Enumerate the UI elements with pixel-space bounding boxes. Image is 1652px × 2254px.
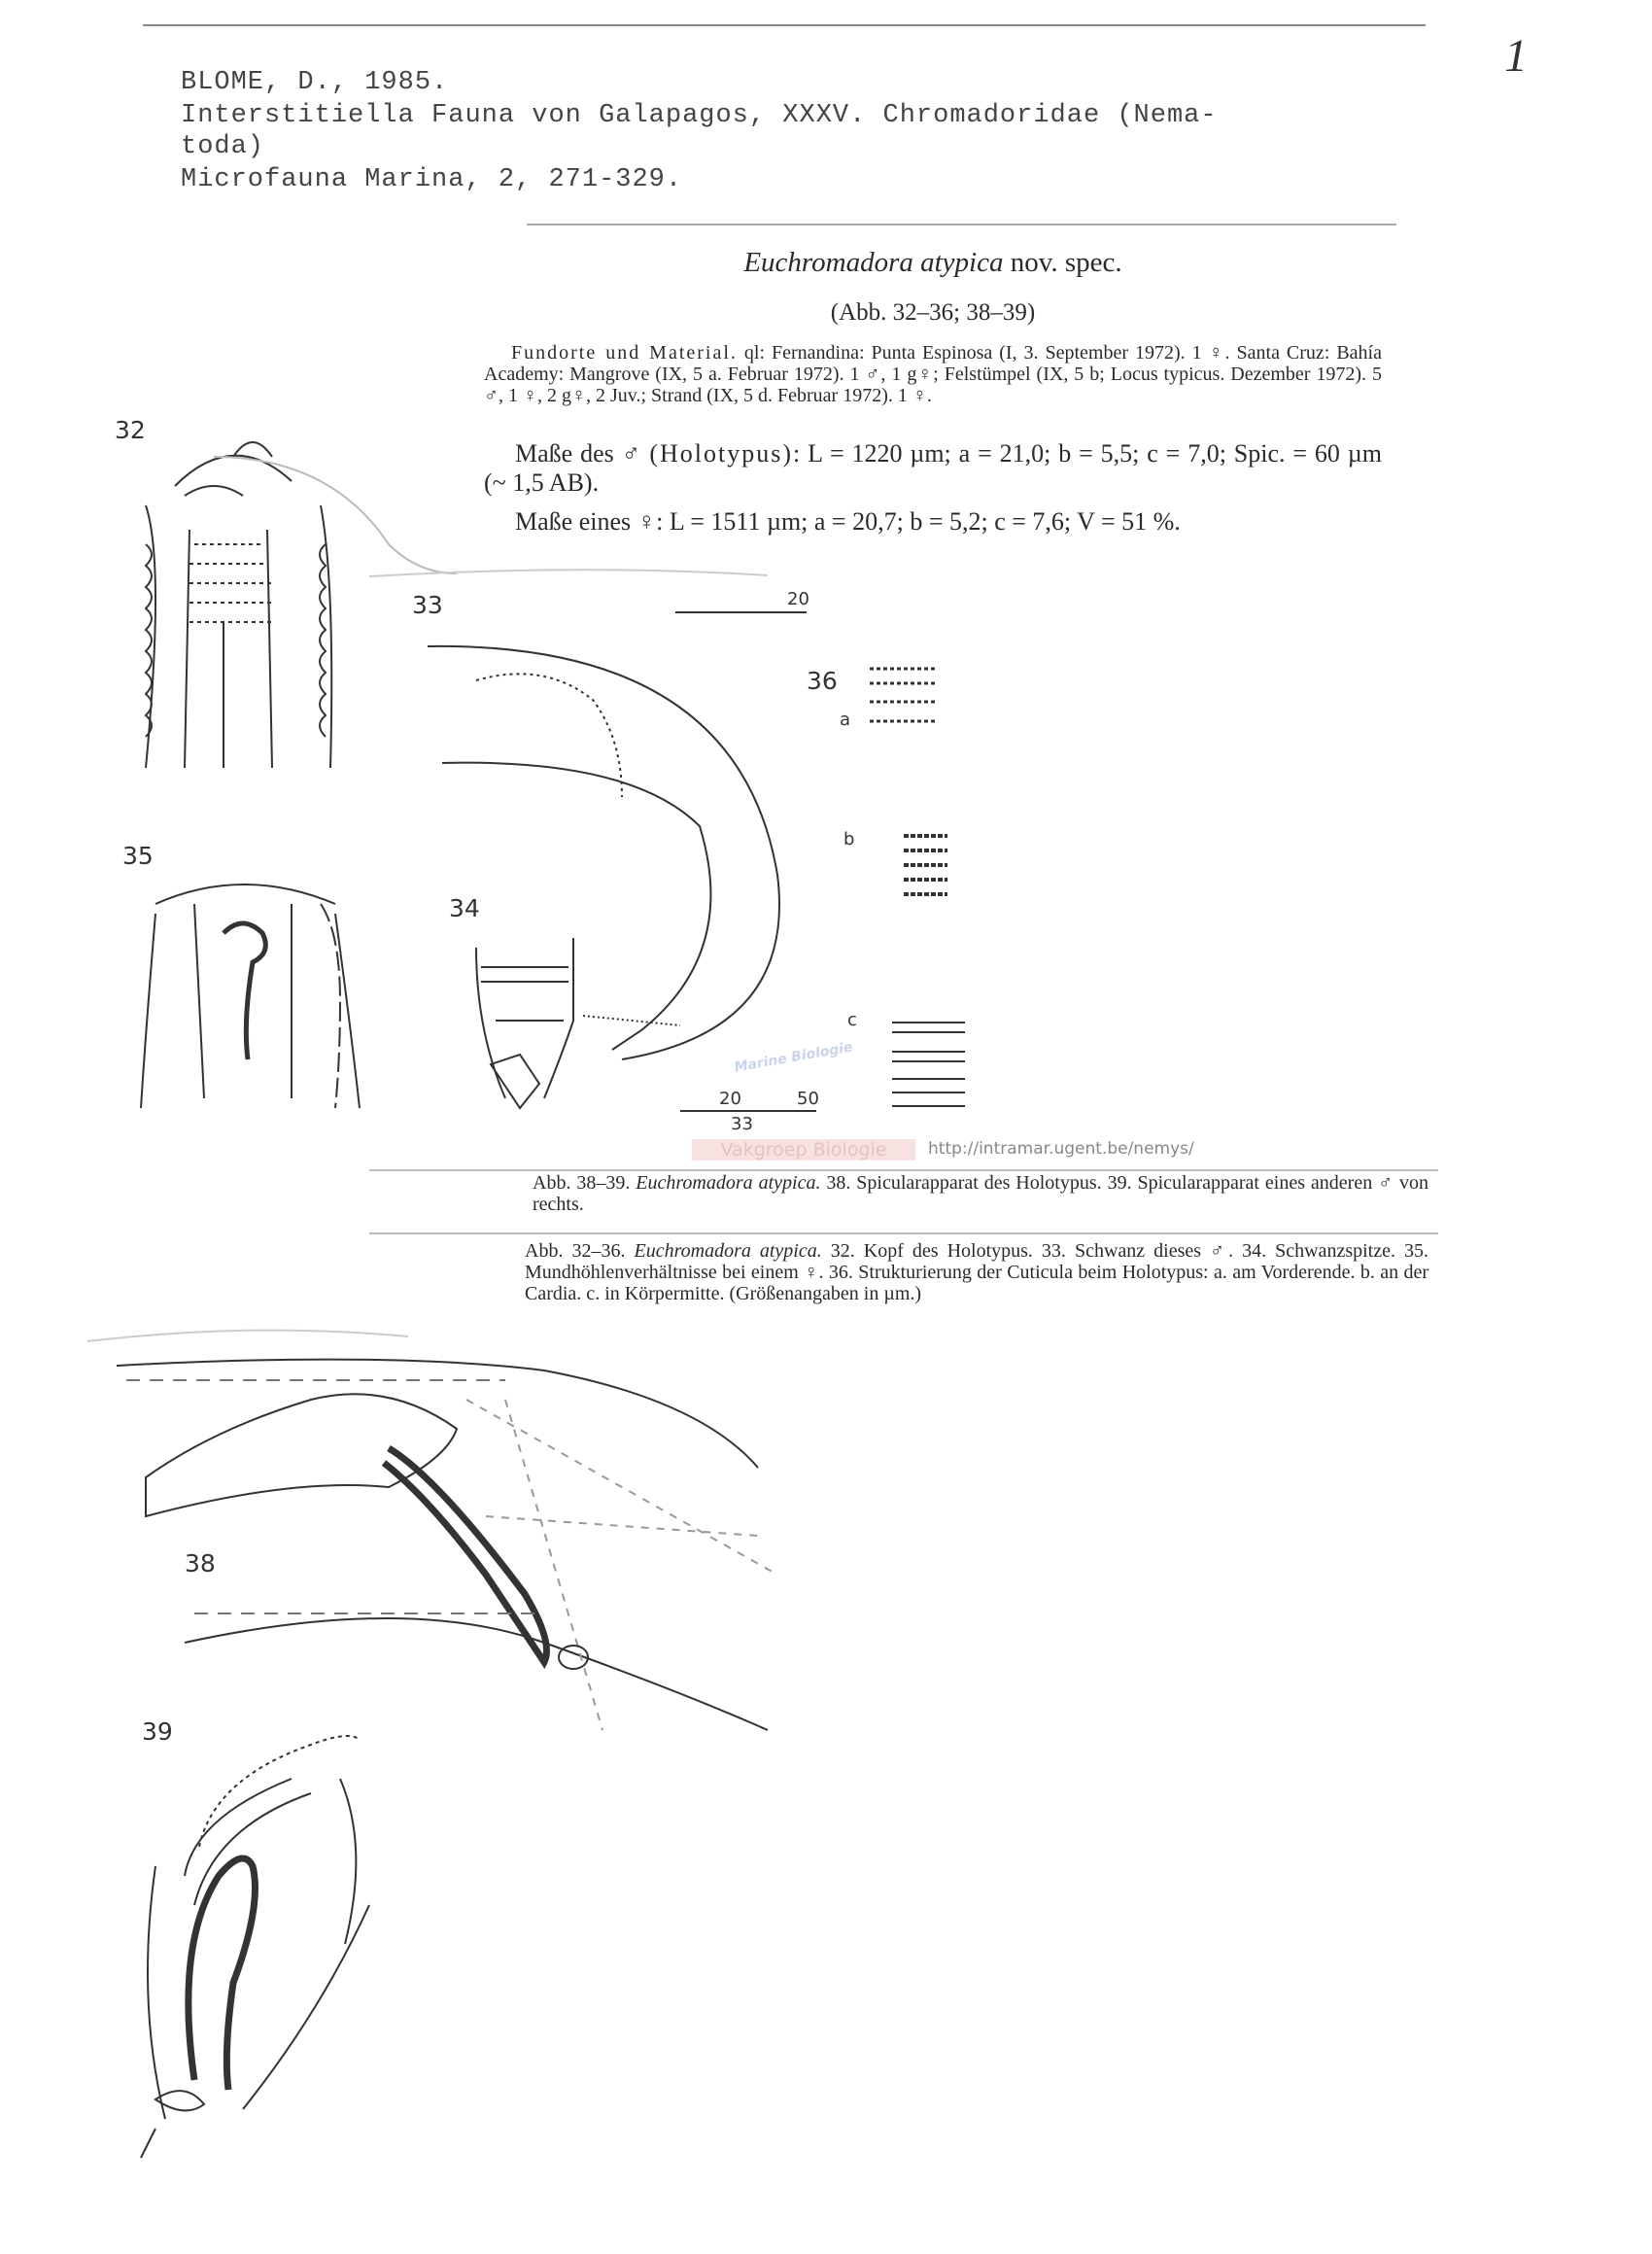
male-prefix: Maße des ♂ xyxy=(515,439,650,468)
citation-journal: Microfauna Marina, 2, 271-329. xyxy=(181,165,683,194)
figure-34-drawing xyxy=(476,938,573,1108)
species-suffix: nov. spec. xyxy=(1003,247,1122,278)
male-values: : L = 1220 µm; a = 21,0; b = 5,5; c = 7,0; Spic. = 60 µm (~ 1,5 AB). xyxy=(484,439,1383,497)
divider xyxy=(369,1232,1438,1234)
label-36: 36 xyxy=(807,667,838,695)
material-text: ql: Fernandina: Punta Espinosa (I, 3. September 1972). 1 ♀. Santa Cruz: Bahía Academy: Mangrove (IX, 5 a. Februar 1972). 1 ♂, 1 g♀; Felstümpel (IX, 5 b; Locus typicus. Dezember 1972). 5 ♂, 1 ♀, 2 g♀, 2 Juv.; Strand (IX, 5 d. Februar 1972). 1 ♀. xyxy=(484,342,1382,406)
male-holotype: (Holotypus) xyxy=(649,439,794,468)
figure-33-drawing xyxy=(428,646,779,1059)
scale-label-20: 20 xyxy=(719,1089,741,1109)
caption-38-39 xyxy=(533,1172,1428,1215)
label-35: 35 xyxy=(122,842,154,870)
figure-32-drawing xyxy=(146,442,457,768)
citation-title-2: toda) xyxy=(181,132,265,161)
watermark-url: http://intramar.ugent.be/nemys/ xyxy=(928,1139,1194,1159)
citation-title-1: Interstitiella Fauna von Galapagos, XXXV. Chromadoridae (Nema- xyxy=(181,101,1218,130)
label-32: 32 xyxy=(115,416,146,444)
caption-text: 38. Spicularapparat des Holotypus. 39. Spicularapparat eines anderen ♂ von rechts. xyxy=(533,1172,1428,1215)
scale-top-label: 20 xyxy=(787,589,809,609)
divider xyxy=(369,1169,1438,1171)
figure-39-drawing xyxy=(141,1736,369,2158)
label-34: 34 xyxy=(449,894,480,922)
figure-35-drawing xyxy=(141,884,360,1108)
label-39: 39 xyxy=(142,1717,173,1746)
label-38: 38 xyxy=(185,1549,216,1578)
caption-species: Euchromadora atypica. xyxy=(634,1240,822,1262)
watermark-line1: Marine Biologie xyxy=(733,1039,854,1076)
material-heading: Fundorte und Material. xyxy=(511,342,738,364)
scale-label-33: 33 xyxy=(731,1114,753,1134)
species-name: Euchromadora atypica xyxy=(743,247,1004,278)
caption-species: Euchromadora atypica. xyxy=(636,1172,821,1194)
female-measurements: Maße eines ♀: L = 1511 µm; a = 20,7; b = 5,2; c = 7,6; V = 51 %. xyxy=(515,507,1181,536)
label-36b: b xyxy=(843,829,855,850)
figures-ref: (Abb. 32–36; 38–39) xyxy=(830,299,1036,326)
watermark-line2: Vakgroep Biologie xyxy=(692,1139,915,1161)
label-36c: c xyxy=(847,1010,857,1030)
label-36a: a xyxy=(840,710,851,730)
caption-text: 32. Kopf des Holotypus. 33. Schwanz dieses ♂. 34. Schwanzspitze. 35. Mundhöhlenverhältnisse bei einem ♀. 36. Strukturierung der Cuticula beim Holotypus: a. am Vorderende. b. an der Cardia. c. in Körpermitte. (Größenangaben in µm.) xyxy=(525,1240,1428,1304)
figure-36-drawing xyxy=(870,669,965,1106)
scale-label-50: 50 xyxy=(797,1089,819,1109)
fold-line xyxy=(369,570,768,576)
caption-prefix: Abb. 32–36. xyxy=(525,1240,635,1262)
figure-38-drawing xyxy=(117,1360,777,1730)
caption-prefix: Abb. 38–39. xyxy=(533,1172,637,1194)
caption-32-36 xyxy=(525,1240,1428,1304)
citation-author: BLOME, D., 1985. xyxy=(181,68,449,97)
page-number: 1 xyxy=(1504,30,1528,82)
label-33: 33 xyxy=(412,591,443,619)
